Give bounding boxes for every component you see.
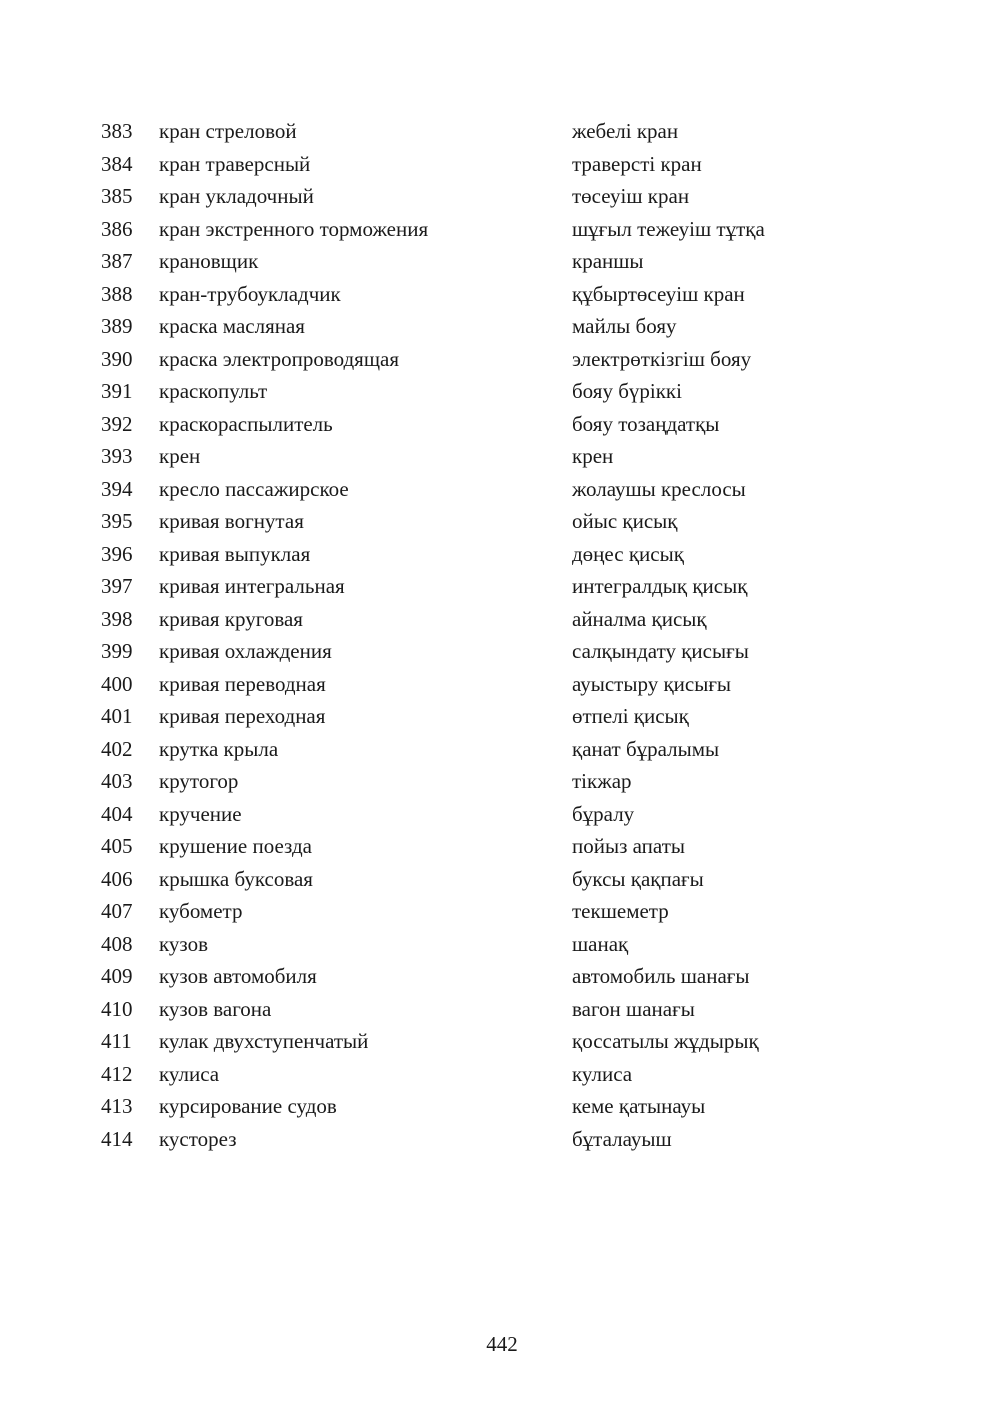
entry-kazakh-term: тікжар (572, 769, 632, 793)
entry-russian-term: крутогор (159, 769, 239, 793)
entry-russian-term: кран экстренного торможения (159, 216, 429, 241)
entry-russian-term: кулак двухступенчатый (159, 1029, 369, 1053)
entry-russian-term: кузов автомобиля (159, 964, 317, 988)
glossary-entry (0, 343, 1004, 376)
entry-number: 386 (101, 216, 133, 241)
entry-russian-term: кран укладочный (159, 184, 314, 208)
entry-number: 393 (101, 444, 133, 468)
entry-number: 398 (101, 606, 133, 631)
entry-kazakh-term: вагон шанағы (572, 996, 695, 1021)
glossary-entry (0, 375, 1004, 408)
entry-kazakh-term: автомобиль шанағы (572, 964, 750, 988)
page-number: 442 (486, 1332, 518, 1356)
entry-kazakh-term: электрөткізгіш бояу (572, 346, 752, 371)
glossary-entry (0, 895, 1004, 928)
glossary-entry (0, 473, 1004, 506)
glossary-entry (0, 505, 1004, 538)
entry-number: 402 (101, 736, 133, 761)
glossary-entry (0, 310, 1004, 343)
entry-kazakh-term: траверсті кран (572, 151, 702, 176)
glossary-entry (0, 1090, 1004, 1123)
entry-kazakh-term: салқындату қисығы (572, 639, 749, 663)
entry-number: 384 (101, 151, 133, 176)
entry-russian-term: крутка крыла (159, 736, 279, 761)
glossary-entry (0, 1025, 1004, 1058)
entry-russian-term: кривая переводная (159, 671, 326, 696)
entry-russian-term: краскораспылитель (159, 411, 333, 436)
entry-kazakh-term: майлы бояу (572, 314, 677, 338)
entry-number: 395 (101, 509, 133, 533)
entry-number: 400 (101, 671, 133, 696)
entry-kazakh-term: кеме қатынауы (572, 1094, 706, 1118)
entry-number: 391 (101, 379, 133, 403)
entry-kazakh-term: текшеметр (572, 899, 669, 923)
entry-number: 404 (101, 801, 133, 826)
entry-kazakh-term: төсеуіш кран (572, 184, 690, 208)
entry-kazakh-term: бояу бүріккі (572, 379, 682, 403)
entry-number: 405 (101, 834, 133, 858)
entry-number: 387 (101, 249, 133, 273)
entry-number: 385 (101, 184, 133, 208)
entry-number: 394 (101, 476, 133, 501)
entry-russian-term: кулиса (159, 1061, 220, 1086)
entry-russian-term: кузов вагона (159, 996, 272, 1021)
entry-number: 410 (101, 996, 133, 1021)
entry-kazakh-term: ойыс қисық (572, 509, 678, 533)
entry-kazakh-term: құбыртөсеуіш кран (572, 281, 745, 306)
entry-kazakh-term: шұғыл тежеуіш тұтқа (572, 216, 765, 241)
glossary-list (0, 115, 1004, 1155)
entry-kazakh-term: қоссатылы жұдырық (572, 1029, 759, 1053)
glossary-entry (0, 993, 1004, 1026)
entry-kazakh-term: буксы қақпағы (572, 866, 704, 891)
entry-number: 413 (101, 1094, 133, 1118)
glossary-entry (0, 440, 1004, 473)
entry-number: 407 (101, 899, 133, 923)
glossary-entry (0, 278, 1004, 311)
entry-russian-term: кривая выпуклая (159, 541, 311, 566)
glossary-entry (0, 180, 1004, 213)
entry-russian-term: кран-трубоукладчик (159, 281, 341, 306)
glossary-entry (0, 635, 1004, 668)
entry-number: 411 (101, 1029, 132, 1053)
entry-kazakh-term: бұталауыш (572, 1126, 672, 1151)
entry-number: 403 (101, 769, 133, 793)
entry-russian-term: кран стреловой (159, 119, 297, 143)
entry-russian-term: крановщик (159, 249, 259, 273)
entry-number: 392 (101, 411, 133, 436)
entry-kazakh-term: пойыз апаты (572, 834, 685, 858)
entry-kazakh-term: интегралдық қисық (572, 574, 748, 598)
entry-russian-term: кривая круговая (159, 606, 303, 631)
glossary-entry (0, 798, 1004, 831)
entry-kazakh-term: жебелі кран (572, 119, 679, 143)
entry-number: 401 (101, 704, 133, 728)
entry-kazakh-term: краншы (572, 249, 644, 273)
entry-russian-term: кузов (159, 931, 208, 956)
entry-russian-term: курсирование судов (159, 1094, 337, 1118)
glossary-entry (0, 148, 1004, 181)
entry-kazakh-term: айналма қисық (572, 606, 707, 631)
entry-russian-term: кубометр (159, 899, 243, 923)
glossary-entry (0, 700, 1004, 733)
glossary-entry (0, 830, 1004, 863)
entry-russian-term: крен (159, 444, 201, 468)
entry-number: 397 (101, 574, 133, 598)
glossary-entry (0, 115, 1004, 148)
entry-russian-term: краска электропроводящая (159, 346, 399, 371)
entry-kazakh-term: бояу тозаңдатқы (572, 411, 720, 436)
entry-number: 399 (101, 639, 133, 663)
entry-number: 409 (101, 964, 133, 988)
entry-russian-term: кусторез (159, 1126, 237, 1151)
glossary-entry (0, 570, 1004, 603)
glossary-entry (0, 733, 1004, 766)
glossary-entry (0, 408, 1004, 441)
entry-number: 406 (101, 866, 133, 891)
entry-russian-term: кривая вогнутая (159, 509, 304, 533)
entry-russian-term: кривая переходная (159, 704, 326, 728)
entry-kazakh-term: қанат бұралымы (572, 736, 720, 761)
entry-russian-term: краска масляная (159, 314, 305, 338)
entry-number: 408 (101, 931, 133, 956)
entry-kazakh-term: дөңес қисық (572, 541, 684, 566)
glossary-entry (0, 1123, 1004, 1156)
entry-number: 412 (101, 1061, 133, 1086)
entry-number: 390 (101, 346, 133, 371)
glossary-entry (0, 603, 1004, 636)
entry-kazakh-term: ауыстыру қисығы (572, 671, 732, 696)
glossary-entry (0, 928, 1004, 961)
entry-russian-term: крушение поезда (159, 834, 312, 858)
entry-kazakh-term: кулиса (572, 1061, 633, 1086)
entry-russian-term: кривая интегральная (159, 574, 345, 598)
glossary-entry (0, 538, 1004, 571)
entry-number: 414 (101, 1126, 133, 1151)
glossary-entry (0, 960, 1004, 993)
glossary-entry (0, 245, 1004, 278)
entry-kazakh-term: жолаушы креслосы (572, 476, 746, 501)
entry-russian-term: кривая охлаждения (159, 639, 332, 663)
entry-russian-term: кресло пассажирское (159, 476, 349, 501)
entry-kazakh-term: өтпелі қисық (572, 704, 689, 728)
glossary-entry (0, 1058, 1004, 1091)
entry-number: 396 (101, 541, 133, 566)
entry-number: 389 (101, 314, 133, 338)
entry-kazakh-term: бұралу (572, 801, 635, 826)
entry-kazakh-term: крен (572, 444, 614, 468)
glossary-entry (0, 668, 1004, 701)
glossary-entry (0, 213, 1004, 246)
entry-russian-term: кран траверсный (159, 151, 311, 176)
entry-russian-term: краскопульт (159, 379, 268, 403)
entry-number: 388 (101, 281, 133, 306)
glossary-entry (0, 863, 1004, 896)
entry-russian-term: крышка буксовая (159, 866, 313, 891)
entry-number: 383 (101, 119, 133, 143)
entry-russian-term: кручение (159, 801, 242, 826)
entry-kazakh-term: шанақ (572, 931, 629, 956)
glossary-entry (0, 765, 1004, 798)
